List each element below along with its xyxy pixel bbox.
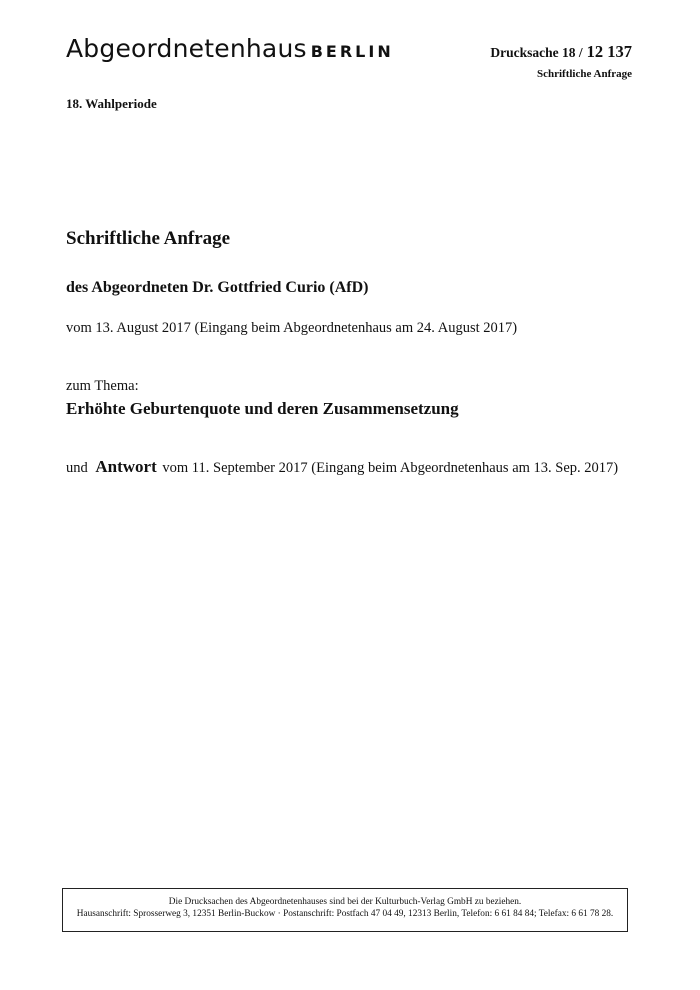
document-number-value: 12 137	[586, 42, 632, 61]
answer-date: vom 11. September 2017 (Eingang beim Abgeordnetenhaus am 13. Sep. 2017)	[162, 460, 619, 476]
page-title: Schriftliche Anfrage	[66, 228, 231, 249]
footer-box	[62, 888, 628, 932]
document-number	[490, 44, 632, 61]
answer-word: Antwort	[95, 457, 157, 476]
author-line: des Abgeordneten Dr. Gottfried Curio (AfD)	[66, 279, 369, 296]
answer-line	[66, 457, 618, 477]
parliament-logo	[66, 36, 394, 61]
legislative-period: 18. Wahlperiode	[66, 96, 157, 111]
logo-city: BERLIN	[310, 42, 394, 61]
document-number-prefix: Drucksache 18 /	[490, 45, 583, 60]
logo-wordmark: Abgeordnetenhaus	[66, 34, 307, 63]
topic-label: zum Thema:	[66, 378, 139, 394]
footer-distribution-note: Die Drucksachen des Abgeordnetenhauses sind bei der Kulturbuch-Verlag GmbH zu beziehen.	[168, 897, 522, 907]
topic-heading: Erhöhte Geburtenquote und deren Zusammensetzung	[66, 399, 459, 418]
document-type: Schriftliche Anfrage	[536, 68, 632, 80]
footer-address: Hausanschrift: Sprosserweg 3, 12351 Berlin-Buckow · Postanschrift: Postfach 47 04 49, 12313 Berlin, Telefon: 6 61 84 84; Telefax: 6 61 78 28.	[76, 909, 614, 919]
answer-prefix: und	[66, 460, 88, 476]
date-line: vom 13. August 2017 (Eingang beim Abgeordnetenhaus am 24. August 2017)	[66, 320, 518, 336]
